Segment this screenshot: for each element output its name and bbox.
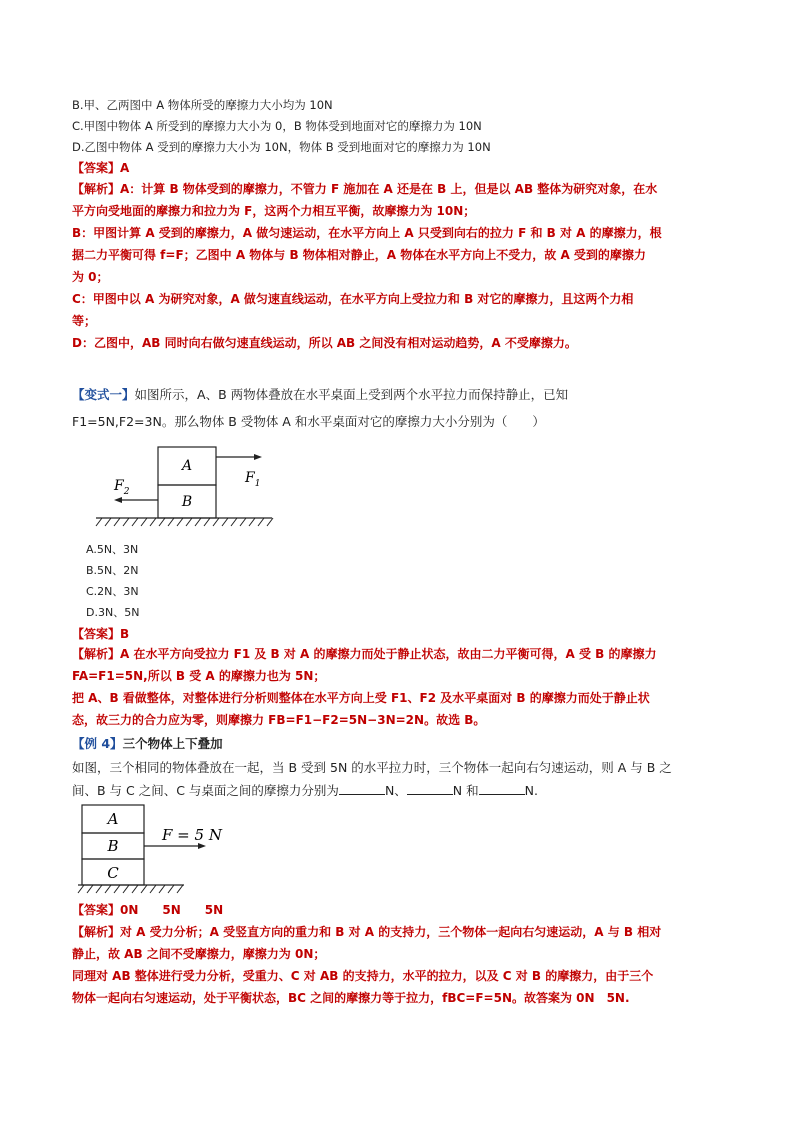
variant-option-d: D.3N、5N bbox=[86, 606, 140, 619]
example4-analysis-line: 【解析】对 A 受力分析；A 受竖直方向的重力和 B 对 A 的支持力，三个物体一起向右匀速运动，A 与 B 相对 bbox=[72, 925, 662, 939]
example4-stem-2 bbox=[72, 782, 538, 799]
example4-title: 三个物体上下叠加 bbox=[122, 736, 223, 751]
stem-text: N、 bbox=[384, 783, 407, 798]
analysis-line: 据二力平衡可得 f=F；乙图中 A 物体与 B 物体相对静止，A 物体在水平方向上不受力，故 A 受到的摩擦力 bbox=[72, 248, 646, 262]
analysis-line: C：甲图中以 A 为研究对象，A 做匀速直线运动，在水平方向上受拉力和 B 对它的摩擦力，且这两个力相 bbox=[72, 292, 634, 306]
block-a-label: A bbox=[107, 810, 119, 828]
example4-figure bbox=[76, 803, 226, 903]
stem-text: N 和 bbox=[452, 783, 479, 798]
variant-analysis-line: 把 A、B 看做整体，对整体进行分析则整体在水平方向上受 F1、F2 及水平桌面对 B 的摩擦力而处于静止状 bbox=[72, 691, 650, 705]
answer-blank-3[interactable] bbox=[479, 782, 525, 795]
option-b: B.甲、乙两图中 A 物体所受的摩擦力大小均为 10N bbox=[72, 98, 333, 112]
variant-analysis-line: 【解析】A 在水平方向受拉力 F1 及 B 对 A 的摩擦力而处于静止状态，故由二力平衡可得，A 受 B 的摩擦力 bbox=[72, 647, 657, 661]
f2-label: $F_2$ bbox=[114, 478, 130, 497]
analysis-line: 【解析】A：计算 B 物体受到的摩擦力，不管力 F 施加在 A 还是在 B 上，但是以 AB 整体为研究对象，在水 bbox=[72, 182, 658, 196]
option-d: D.乙图中物体 A 受到的摩擦力大小为 10N，物体 B 受到地面对它的摩擦力为 10N bbox=[72, 140, 491, 154]
example4-stem: 如图，三个相同的物体叠放在一起，当 B 受到 5N 的水平拉力时，三个物体一起向右匀速运动，则 A 与 B 之 bbox=[72, 760, 672, 775]
example4-tag: 【例 4】 bbox=[72, 736, 123, 751]
example4-heading bbox=[72, 736, 223, 752]
variant-tag: 【变式一】 bbox=[72, 387, 135, 402]
variant-answer: 【答案】B bbox=[72, 627, 130, 641]
variant-analysis-line: 态，故三力的合力应为零，则摩擦力 FB=F1−F2=5N−3N=2N。故选 B。 bbox=[72, 713, 486, 727]
variant-stem-text: 如图所示，A、B 两物体叠放在水平桌面上受到两个水平拉力而保持静止，已知 bbox=[134, 387, 569, 402]
variant-option-c: C.2N、3N bbox=[86, 585, 139, 598]
example4-analysis-line: 静止，故 AB 之间不受摩擦力，摩擦力为 0N； bbox=[72, 947, 326, 961]
analysis-line: 平方向受地面的摩擦力和拉力为 F，这两个力相互平衡，故摩擦力为 10N； bbox=[72, 204, 476, 218]
option-c: C.甲图中物体 A 所受到的摩擦力大小为 0，B 物体受到地面对它的摩擦力为 10N bbox=[72, 119, 482, 133]
ground-hatch bbox=[96, 518, 273, 526]
variant-analysis-line: FA=F1=5N,所以 B 受 A 的摩擦力也为 5N； bbox=[72, 669, 326, 683]
example4-answer: 【答案】0N 5N 5N bbox=[72, 903, 224, 917]
answer-blank-1[interactable] bbox=[339, 782, 385, 795]
answer-blank-2[interactable] bbox=[407, 782, 453, 795]
block-a-label: A bbox=[181, 458, 193, 474]
stem-text: 间、B 与 C 之间、C 与桌面之间的摩擦力分别为 bbox=[72, 783, 339, 798]
variant-stem-2: F1=5N,F2=3N。那么物体 B 受物体 A 和水平桌面对它的摩擦力大小分别为（ ） bbox=[72, 414, 545, 429]
variant-figure bbox=[92, 440, 282, 530]
block-c-label: C bbox=[107, 864, 119, 882]
example4-analysis-line: 物体一起向右匀速运动，处于平衡状态，BC 之间的摩擦力等于拉力，fBC=F=5N。故答案为 0N 5N. bbox=[72, 991, 630, 1005]
analysis-line: 为 0； bbox=[72, 270, 109, 284]
variant-stem bbox=[72, 387, 568, 403]
block-b-label: B bbox=[107, 837, 119, 855]
analysis-line: 等； bbox=[72, 314, 97, 328]
force-label: F = 5 N bbox=[162, 826, 222, 844]
variant-option-a: A.5N、3N bbox=[86, 543, 139, 556]
variant-option-b: B.5N、2N bbox=[86, 564, 139, 577]
example4-analysis-line: 同理对 AB 整体进行受力分析，受重力、C 对 AB 的支持力，水平的拉力，以及 C 对 B 的摩擦力，由于三个 bbox=[72, 969, 654, 983]
f1-label: $F_1$ bbox=[245, 470, 261, 489]
block-b-label: B bbox=[181, 494, 193, 510]
stem-text: N. bbox=[524, 783, 538, 798]
analysis-line: B：甲图计算 A 受到的摩擦力，A 做匀速运动，在水平方向上 A 只受到向右的拉力 F 和 B 对 A 的摩擦力，根 bbox=[72, 226, 662, 240]
ground-hatch bbox=[78, 885, 183, 893]
answer: 【答案】A bbox=[72, 161, 130, 175]
analysis-line: D：乙图中，AB 同时向右做匀速直线运动，所以 AB 之间没有相对运动趋势，A 不受摩擦力。 bbox=[72, 336, 577, 350]
